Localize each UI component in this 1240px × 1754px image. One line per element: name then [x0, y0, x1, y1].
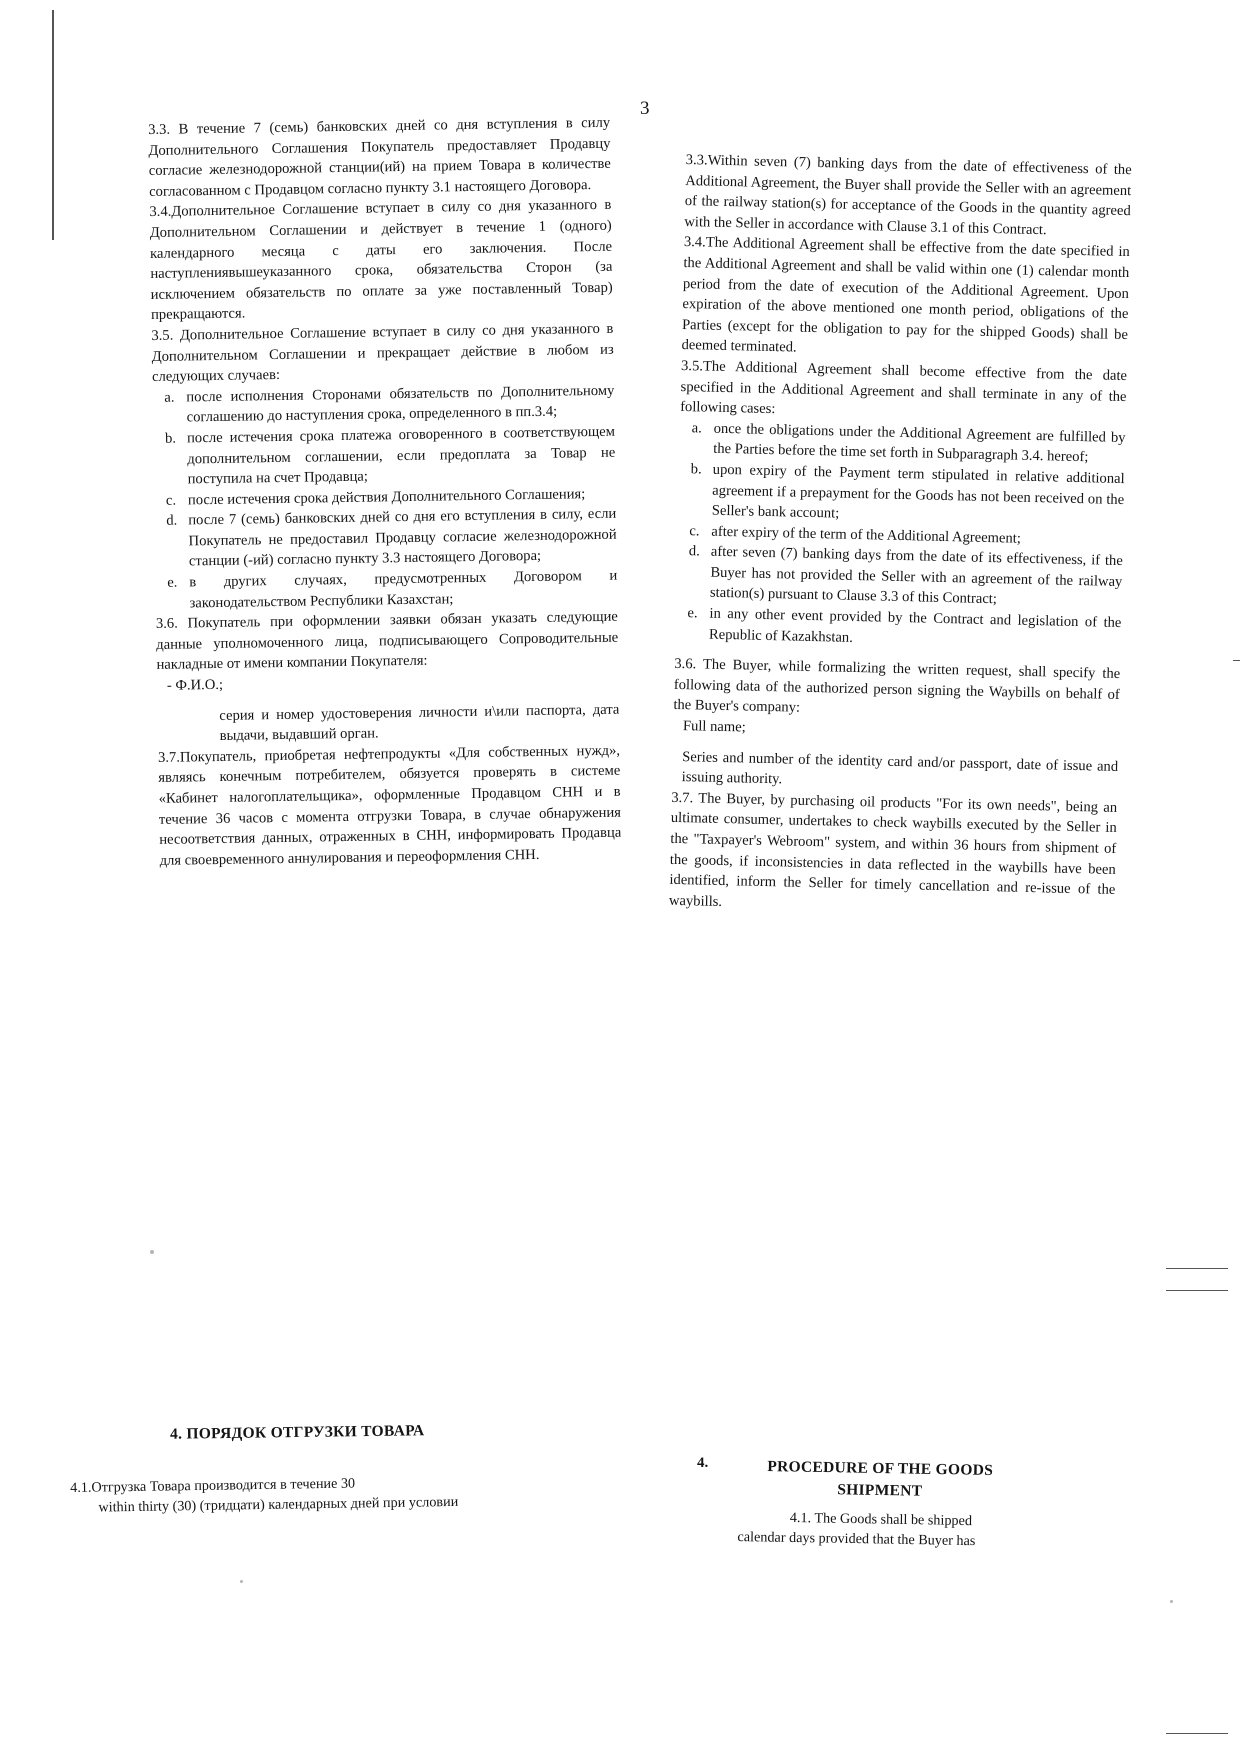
- en-termination-list: [675, 418, 1126, 655]
- ru-clause-3-4: 3.4.Дополнительное Соглашение вступает в силу со дня указанного в Дополнительном Соглашении и действует в течение 1 (одного) календарного месяца с даты его заключения. После наступлениявышеуказанного срока, обязательства Сторон (за исключением обязательств по оплате за уже поставленный Товар) прекращаются.: [149, 197, 613, 324]
- scan-edge-line-left: [52, 10, 54, 240]
- ru-passport-field: серия и номер удостоверения личности и\или паспорта, дата выдачи, выдавший орган.: [219, 701, 620, 745]
- scan-speck: [1170, 1600, 1173, 1603]
- scan-edge-line-right: [1233, 660, 1240, 661]
- list-item: d. после 7 (семь) банковских дней со дня его вступления в силу, если Покупатель не предоставил Продавцу согласие железнодорожной станции (-ий) согласно пункту 3.3 настоящего Договора;: [166, 505, 617, 570]
- scan-speck: [150, 1250, 154, 1254]
- en-clause-3-5: 3.5.The Additional Agreement shall become effective from the date specified in the Additional Agreement and shall terminate in any of the following cases:: [679, 357, 1128, 418]
- en-clause-4-1: [737, 1507, 1038, 1552]
- list-item: a. once the obligations under the Additional Agreement are fulfilled by the Parties before the time set forth in Subparagraph 3.4. hereof;: [691, 419, 1126, 466]
- en-clause-3-7: 3.7. The Buyer, by purchasing oil products "For its own needs", being an ultimate consumer, undertakes to check waybills executed by the Seller in the "Taxpayer's Webroom" system, and within 36 hours from shipment of the goods, if inconsistencies in data reflected in the waybills have been identified, inform the Seller for timely cancellation and re-issue of the waybills.: [668, 789, 1118, 910]
- en-clause-4-1-line-2: calendar days provided that the Buyer has: [737, 1528, 976, 1550]
- en-clause-3-4: 3.4.The Additional Agreement shall be effective from the date specified in the Additional Agreement and shall be valid within one (1) calendar month period from the date of execution of the Additional Agreement. Upon expiration of the above mentioned one month period, obligations of the Parties (except for the obligation to pay for the shipped Goods) shall be deemed terminated.: [681, 234, 1130, 356]
- scan-edge-line-right-3: [1166, 1290, 1228, 1291]
- scan-edge-line-right-4: [1166, 1733, 1228, 1734]
- en-fullname-field: Full name;: [682, 718, 746, 736]
- en-clause-4-1-line-1: 4.1. The Goods shall be shipped: [789, 1509, 973, 1530]
- scan-speck: [240, 1580, 243, 1583]
- ru-clause-3-7: 3.7.Покупатель, приобретая нефтепродукты «Для собственных нужд», являясь конечным потребителем, обязуется проверять в системе «Кабинет налогоплательщика», оформленные Продавцом СНН и в течение 36 часов с момента отгрузки Товара, в случае обнаружения несоответствия данных, отраженных в СНН, информировать Продавца для своевременного аннулирования и переоформления СНН.: [157, 742, 622, 869]
- list-item: e. in any other event provided by the Contract and legislation of the Republic of Kazakhstan.: [687, 605, 1122, 646]
- list-item: e. в других случаях, предусмотренных Договором и законодательством Республики Казахстан;: [167, 567, 618, 612]
- ru-termination-list: [152, 380, 618, 614]
- en-section-4-title: PROCEDURE OF THE GOODS SHIPMENT: [767, 1458, 994, 1500]
- english-column: [669, 150, 1132, 921]
- en-series-field: Series and number of the identity card and/or passport, date of issue and issuing authority.: [681, 748, 1119, 788]
- list-item: d. after seven (7) banking days from the date of its effectiveness, if the Buyer has not provided the Seller with an agreement of the railway station(s) pursuant to Clause 3.3 of this Contract;: [688, 543, 1123, 608]
- en-clause-3-6: 3.6. The Buyer, while formalizing the written request, shall specify the following data of the authorized person signing the Waybills on behalf of the Buyer's company:: [673, 656, 1121, 717]
- en-clause-3-3: 3.3.Within seven (7) banking days from the date of effectiveness of the Additional Agreement, the Buyer shall provide the Seller with an agreement of the railway station(s) for acceptance of the Goods in the quantity agreed with the Seller in accordance with Clause 3.1 of this Contract.: [684, 151, 1132, 238]
- ru-fio-field: - Ф.И.О.;: [166, 676, 224, 694]
- ru-clause-4-1: [70, 1470, 591, 1518]
- ru-clause-4-1-line-1: 4.1.Отгрузка Товара производится в течение 30: [70, 1475, 356, 1496]
- page-number: 3: [640, 98, 650, 119]
- ru-clause-3-6: 3.6. Покупатель при оформлении заявки обязан указать следующие данные уполномоченного лица, подписывающего Сопроводительные накладные от имени компании Покупателя:: [155, 608, 619, 674]
- list-item: b. после истечения срока платежа оговоренного в соответствующем дополнительном соглашении, если предоплата за Товар не поступила на счет Продавца;: [164, 423, 616, 488]
- ru-clause-3-5: 3.5. Дополнительное Соглашение вступает в силу со дня указанного в Дополнительном Соглашении и прекращает действие в любом из следующих случаев:: [151, 320, 614, 386]
- ru-clause-3-3: 3.3. В течение 7 (семь) банковских дней со дня вступления в силу Дополнительного Соглашения Покупатель предоставляет Продавцу согласие железнодорожной станции(ий) на прием Товара в количестве согласованном с Продавцом согласно пункту 3.1 настоящего Договора.: [148, 114, 611, 200]
- list-item: b. upon expiry of the Payment term stipulated in relative additional agreement if a prepayment for the Goods has not been received on the Seller's bank account;: [690, 461, 1125, 522]
- ru-section-4-title: 4. ПОРЯДОК ОТГРУЗКИ ТОВАРА: [169, 1422, 425, 1443]
- list-item: a. после исполнения Сторонами обязательств по Дополнительному соглашению до наступления срока, определенного в пп.3.4;: [164, 382, 615, 426]
- list-item: c. после истечения срока действия Дополнительного Соглашения;: [165, 485, 586, 509]
- russian-column: [148, 113, 622, 872]
- list-item: c. after expiry of the term of the Additional Agreement;: [689, 522, 1022, 547]
- scan-edge-line-right-2: [1166, 1268, 1228, 1269]
- en-section-4-number: 4.: [697, 1455, 709, 1471]
- ru-clause-4-1-line-2: within thirty (30) (тридцати) календарных дней при условии: [98, 1493, 459, 1516]
